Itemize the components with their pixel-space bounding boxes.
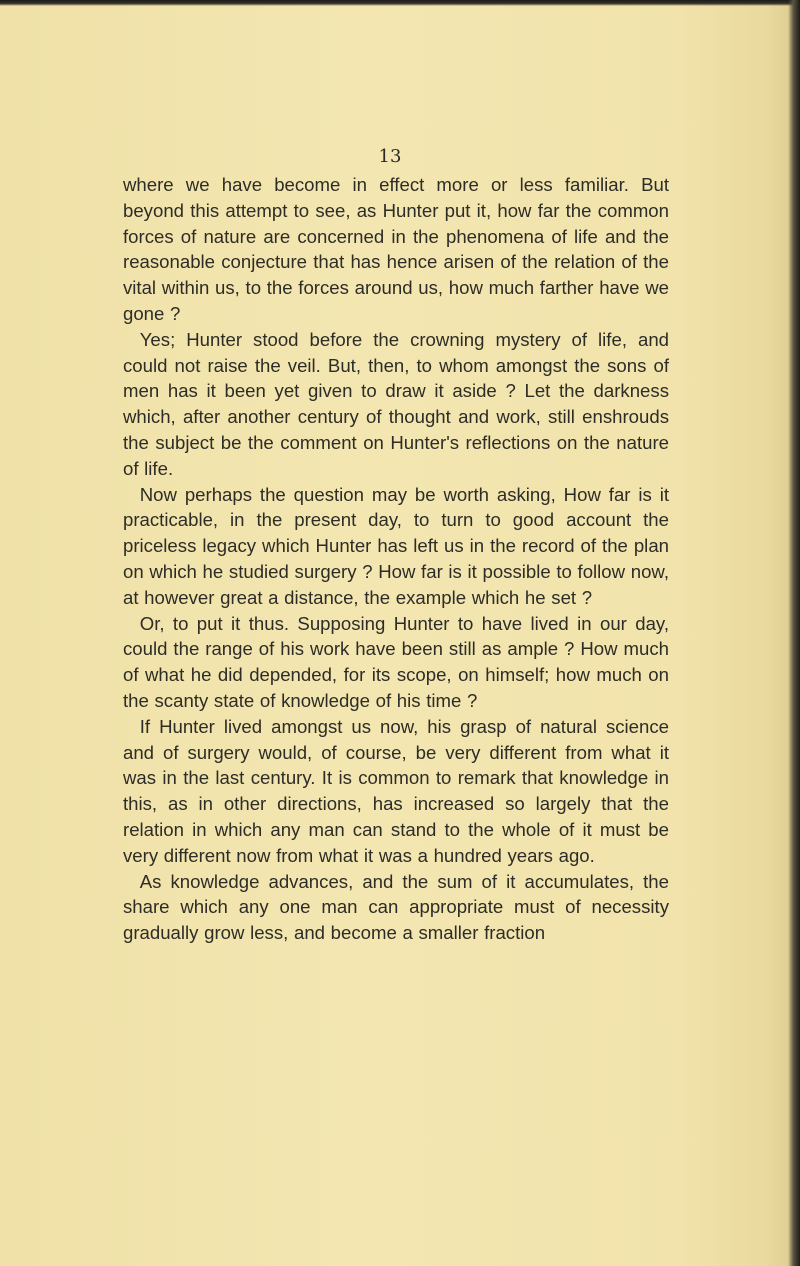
paragraph-4: Or, to put it thus. Supposing Hunter to have lived in our day, could the range of his work have been still as ample ? How much of what he did depended, for its scope, on himself; how much on the scanty state of knowledge of his time ? — [123, 612, 669, 711]
page-binding-edge — [788, 0, 800, 1266]
paragraph-1: where we have become in effect more or less familiar. But beyond this attempt to see, as Hunter put it, how far the common forces of nature are concerned in the phenomena of life and the reasonable conjecture that has hence arisen of the relation of the vital within us, to the forces around us, how much farther have we gone ? — [123, 174, 669, 324]
paragraph-5: If Hunter lived amongst us now, his grasp of natural science and of surgery would, of course, be very different from what it was in the last century. It is common to remark that knowledge in this, as in other directions, has increased so largely that the relation in which any man can stand to the whole of it must be very different now from what it was a hundred years ago. — [123, 715, 669, 866]
body-text — [123, 172, 669, 946]
paragraph-2: Yes; Hunter stood before the crowning mystery of life, and could not raise the veil. But, then, to whom amongst the sons of men has it been yet given to draw it aside ? Let the darkness which, after another century of thought and work, still enshrouds the subject be the comment on Hunter's reflections on the nature of life. — [123, 328, 669, 479]
page-top-edge — [0, 0, 800, 6]
paragraph-6: As knowledge advances, and the sum of it accumulates, the share which any one man can appropriate must of necessity gradually grow less, and become a smaller fraction — [123, 870, 669, 944]
page-number: 13 — [378, 146, 402, 167]
paragraph-3: Now perhaps the question may be worth asking, How far is it practicable, in the present day, to turn to good account the priceless legacy which Hunter has left us in the record of the plan on which he studied surgery ? How far is it possible to follow now, at however great a distance, the example which he set ? — [123, 483, 669, 608]
